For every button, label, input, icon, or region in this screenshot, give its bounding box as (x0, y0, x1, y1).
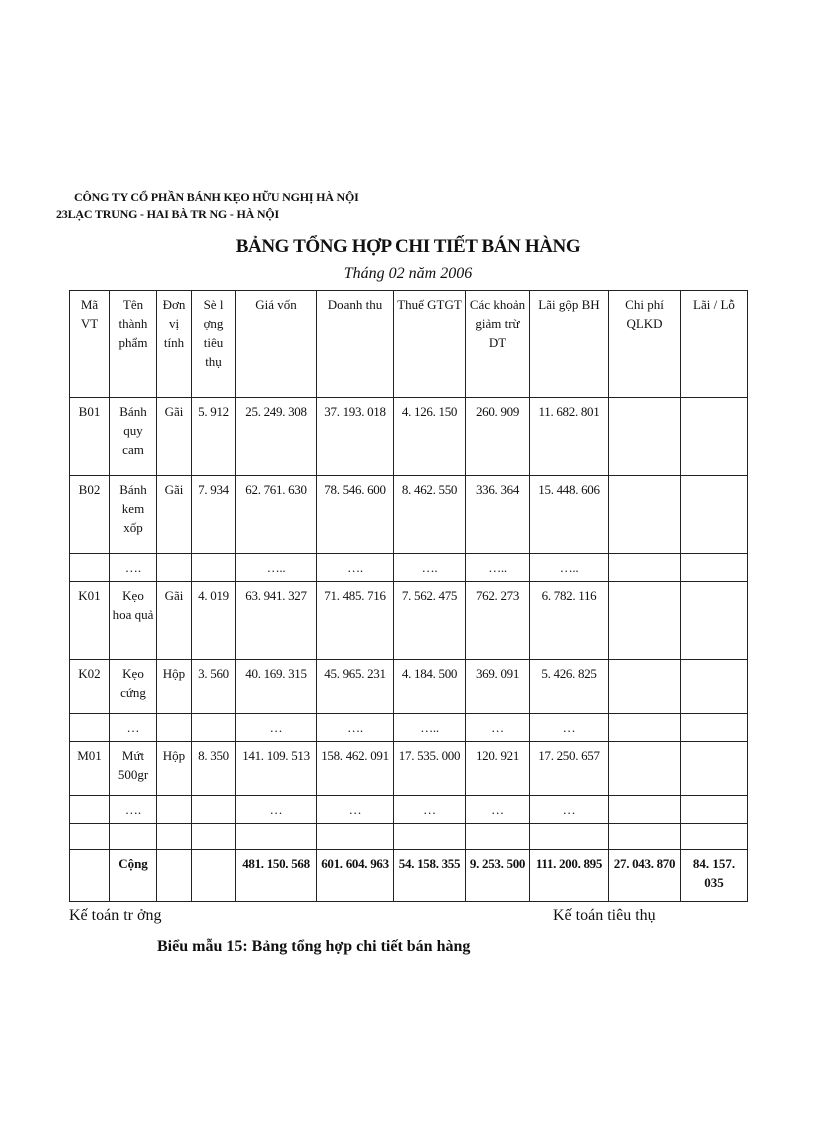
table-cell: 25. 249. 308 (236, 398, 317, 476)
total-cell (70, 850, 110, 902)
table-cell (681, 824, 748, 850)
table-row (70, 476, 748, 554)
table-cell: 260. 909 (466, 398, 530, 476)
column-header: Tên thành phẩm (110, 291, 157, 398)
table-cell: 8. 350 (192, 742, 236, 796)
total-cell: Cộng (110, 850, 157, 902)
table-cell: … (236, 714, 317, 742)
table-cell: 7. 934 (192, 476, 236, 554)
table-cell: 40. 169. 315 (236, 660, 317, 714)
table-cell (681, 714, 748, 742)
table-cell: …. (317, 714, 394, 742)
table-cell: K01 (70, 582, 110, 660)
table-cell: 762. 273 (466, 582, 530, 660)
table-cell: Hộp (157, 660, 192, 714)
table-cell (236, 824, 317, 850)
table-row (70, 554, 748, 582)
table-row (70, 582, 748, 660)
table-cell (609, 796, 681, 824)
table-cell: Kẹo hoa quả (110, 582, 157, 660)
report-period: Tháng 02 năm 2006 (343, 265, 473, 282)
table-cell: … (530, 714, 609, 742)
column-header: Lãi / Lỗ (681, 291, 748, 398)
table-cell: … (236, 796, 317, 824)
column-header: Mã VT (70, 291, 110, 398)
table-cell (157, 554, 192, 582)
chief-accountant-signature-label: Kế toán tr ởng (69, 907, 162, 924)
table-cell: Gãi (157, 476, 192, 554)
table-cell (609, 742, 681, 796)
table-cell: 15. 448. 606 (530, 476, 609, 554)
table-row (70, 714, 748, 742)
table-cell (70, 796, 110, 824)
table-cell (192, 796, 236, 824)
table-cell: ….. (236, 554, 317, 582)
table-cell: 336. 364 (466, 476, 530, 554)
total-cell: 27. 043. 870 (609, 850, 681, 902)
table-cell (681, 554, 748, 582)
total-cell: 54. 158. 355 (394, 850, 466, 902)
table-cell (70, 714, 110, 742)
total-cell (157, 850, 192, 902)
table-cell: Gãi (157, 398, 192, 476)
company-name: CÔNG TY CỔ PHẦN BÁNH KẸO HỮU NGHỊ HÀ NỘI (74, 190, 359, 204)
table-row (70, 742, 748, 796)
column-header: Giá vốn (236, 291, 317, 398)
table-cell: 78. 546. 600 (317, 476, 394, 554)
table-cell: 4. 184. 500 (394, 660, 466, 714)
table-cell: …. (394, 554, 466, 582)
table-cell: K02 (70, 660, 110, 714)
table-cell: 158. 462. 091 (317, 742, 394, 796)
table-cell: …. (110, 796, 157, 824)
total-cell: 84. 157. 035 (681, 850, 748, 902)
table-cell (609, 476, 681, 554)
table-cell: 63. 941. 327 (236, 582, 317, 660)
table-cell (157, 824, 192, 850)
table-cell (681, 476, 748, 554)
total-cell (192, 850, 236, 902)
table-cell: ….. (394, 714, 466, 742)
table-cell: …. (317, 554, 394, 582)
table-cell: 5. 912 (192, 398, 236, 476)
table-cell: 3. 560 (192, 660, 236, 714)
column-header: Doanh thu (317, 291, 394, 398)
table-cell (157, 714, 192, 742)
table-cell: … (466, 714, 530, 742)
total-cell: 111. 200. 895 (530, 850, 609, 902)
table-row (70, 824, 748, 850)
table-cell: 4. 019 (192, 582, 236, 660)
table-cell: Hộp (157, 742, 192, 796)
column-header: Các khoản giảm trừ DT (466, 291, 530, 398)
table-row (70, 660, 748, 714)
table-cell (609, 660, 681, 714)
table-cell: B01 (70, 398, 110, 476)
table-cell: 71. 485. 716 (317, 582, 394, 660)
table-cell: … (110, 714, 157, 742)
sales-summary-table (69, 290, 748, 902)
table-header-row (70, 291, 748, 398)
table-cell: 37. 193. 018 (317, 398, 394, 476)
table-cell: 6. 782. 116 (530, 582, 609, 660)
form-caption: Biểu mẫu 15: Bảng tổng hợp chi tiết bán hàng (157, 938, 471, 955)
table-cell: 369. 091 (466, 660, 530, 714)
table-cell: 17. 535. 000 (394, 742, 466, 796)
table-cell (317, 824, 394, 850)
total-cell: 9. 253. 500 (466, 850, 530, 902)
table-cell: Gãi (157, 582, 192, 660)
table-cell (530, 824, 609, 850)
company-address: 23LẠC TRUNG - HAI BÀ TR NG - HÀ NỘI (56, 207, 279, 221)
table-cell (681, 796, 748, 824)
table-cell: …. (110, 554, 157, 582)
report-title: BẢNG TỔNG HỢP CHI TIẾT BÁN HÀNG (235, 236, 581, 257)
table-cell: 4. 126. 150 (394, 398, 466, 476)
table-cell (394, 824, 466, 850)
table-cell: 120. 921 (466, 742, 530, 796)
column-header: Sè l ợng tiêu thụ (192, 291, 236, 398)
table-cell: 8. 462. 550 (394, 476, 466, 554)
table-cell: B02 (70, 476, 110, 554)
table-cell: 45. 965. 231 (317, 660, 394, 714)
table-cell (157, 796, 192, 824)
total-row (70, 850, 748, 902)
table-cell (70, 824, 110, 850)
table-cell (609, 824, 681, 850)
table-cell (110, 824, 157, 850)
table-cell (609, 554, 681, 582)
table-cell (681, 398, 748, 476)
table-cell: ….. (530, 554, 609, 582)
total-cell: 601. 604. 963 (317, 850, 394, 902)
table-cell: 62. 761. 630 (236, 476, 317, 554)
table-cell: … (317, 796, 394, 824)
table-cell: 17. 250. 657 (530, 742, 609, 796)
table-cell (609, 398, 681, 476)
table-cell: ….. (466, 554, 530, 582)
table-cell (70, 554, 110, 582)
table-cell: … (530, 796, 609, 824)
table-cell (192, 824, 236, 850)
table-cell: Kẹo cứng (110, 660, 157, 714)
table-cell (192, 554, 236, 582)
table-cell (609, 582, 681, 660)
table-cell: … (466, 796, 530, 824)
column-header: Đơn vị tính (157, 291, 192, 398)
table-cell (681, 582, 748, 660)
table-cell (681, 660, 748, 714)
column-header: Chi phí QLKD (609, 291, 681, 398)
table-cell: M01 (70, 742, 110, 796)
sales-accountant-signature-label: Kế toán tiêu thụ (553, 907, 656, 924)
table-cell (192, 714, 236, 742)
table-cell: 7. 562. 475 (394, 582, 466, 660)
table-row (70, 398, 748, 476)
table-cell: Bánh kem xốp (110, 476, 157, 554)
table-cell (466, 824, 530, 850)
table-cell (681, 742, 748, 796)
table-cell: 11. 682. 801 (530, 398, 609, 476)
table-cell: 5. 426. 825 (530, 660, 609, 714)
column-header: Lãi gộp BH (530, 291, 609, 398)
table-cell: … (394, 796, 466, 824)
table-cell: 141. 109. 513 (236, 742, 317, 796)
table-cell (609, 714, 681, 742)
table-row (70, 796, 748, 824)
column-header: Thuế GTGT (394, 291, 466, 398)
total-cell: 481. 150. 568 (236, 850, 317, 902)
table-cell: Mứt 500gr (110, 742, 157, 796)
table-cell: Bánh quy cam (110, 398, 157, 476)
